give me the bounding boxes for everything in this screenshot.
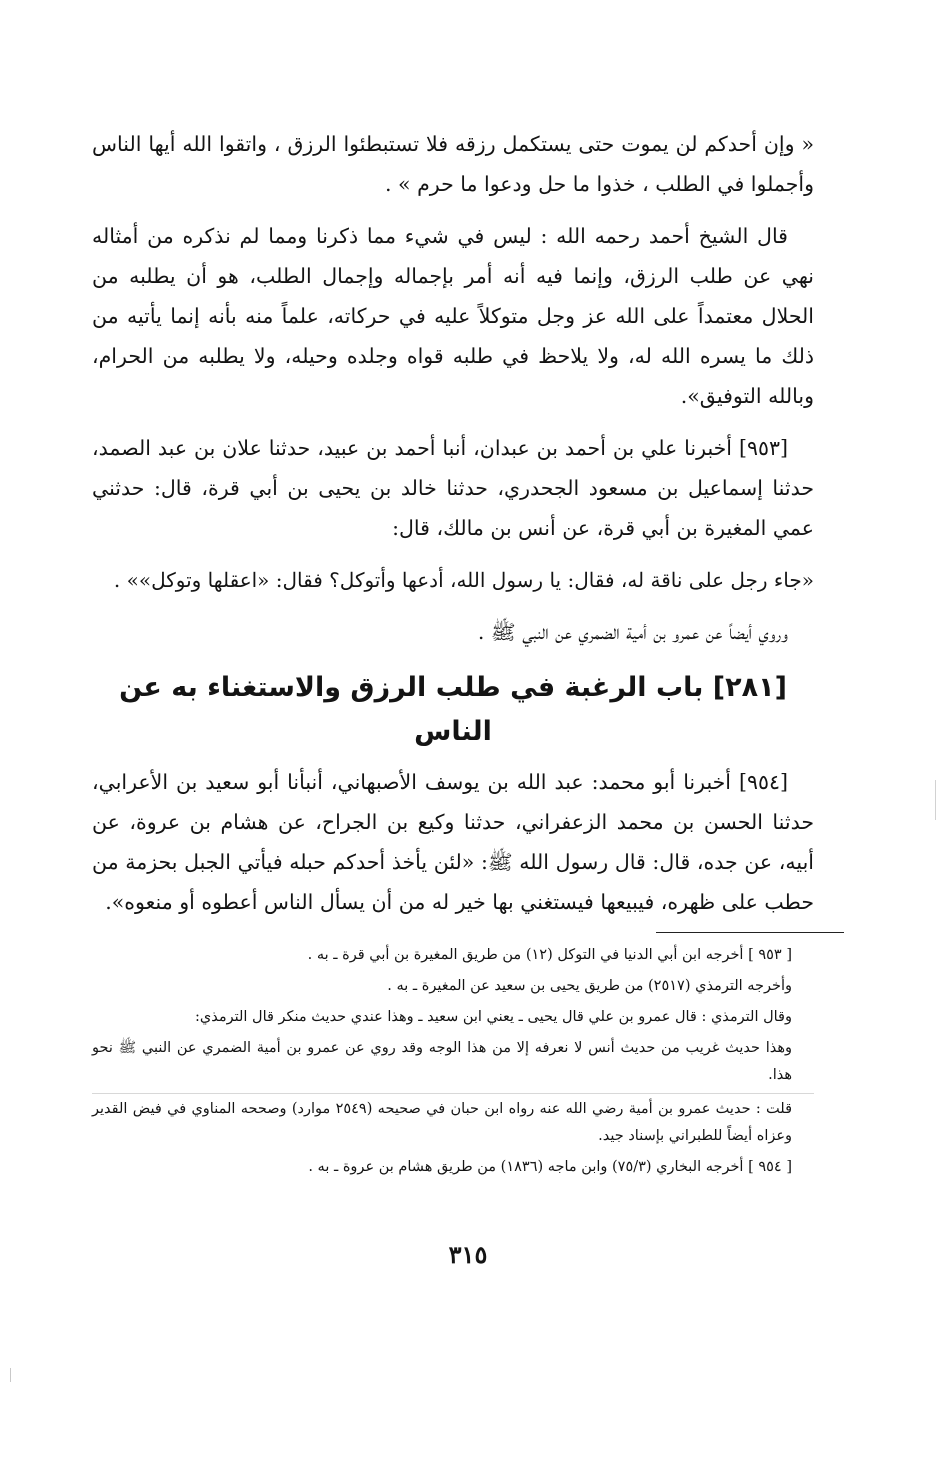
paragraph-hadith-conclusion: « وإن أحدكم لن يموت حتى يستكمل رزقه فلا تستبطئوا الرزق ، واتقوا الله أيها الناس وأجملوا في الطلب ، خذوا ما حل ودعوا ما حرم » . bbox=[92, 132, 814, 196]
paragraph-hadith-953-isnad: [٩٥٣] أخبرنا علي بن أحمد بن عبدان، أنبا أحمد بن عبيد، حدثنا علان بن عبد الصمد، حدثنا إسماعيل بن مسعود الجحدري، حدثنا خالد بن يحيى بن أبي قرة، قال: حدثني عمي المغيرة بن أبي قرة، عن أنس بن مالك، قال: bbox=[92, 436, 814, 540]
footnote-953-tirmidhi-comment: وقال الترمذي : قال عمرو بن علي قال يحيى ـ يعني ابن سعيد ـ وهذا عندي حديث منكر قال الترمذي: bbox=[195, 1009, 792, 1025]
footnote-953-ibn-abi-dunya: [ ٩٥٣ ] أخرجه ابن أبي الدنيا في التوكل (١٢) من طريق المغيرة بن أبي قرة ـ به . bbox=[307, 947, 792, 963]
footnote-953-gharib: وهذا حديث غريب من حديث أنس لا نعرفه إلا من هذا الوجه وقد روي عن عمرو بن أمية الضمري عن النبي ﷺ نحو هذا. bbox=[92, 1040, 792, 1083]
footnotes bbox=[92, 942, 814, 1185]
footnote-953-note: قلت : حديث عمرو بن أمية رضي الله عنه رواه ابن حبان في صحيحه (٢٥٤٩ موارد) وصححه المناوي في فيض القدير وعزاه أيضاً للطبراني بإسناد جيد. bbox=[92, 1093, 814, 1150]
footnote-divider bbox=[656, 932, 844, 933]
paragraph-hadith-953-note: وروي أيضاً عن عمرو بن أمية الضمري عن النبي ﷺ . bbox=[477, 620, 788, 644]
chapter-heading: [٢٨١] باب الرغبة في طلب الرزق والاستغناء به عن الناس bbox=[119, 672, 787, 747]
scan-artifact-left bbox=[10, 1368, 11, 1382]
paragraph-hadith-953-text: «جاء رجل على ناقة له، فقال: يا رسول الله، أدعها وأتوكل؟ فقال: «اعقلها وتوكل»» . bbox=[113, 568, 814, 592]
page-number: ٣١٥ bbox=[448, 1240, 488, 1269]
paragraph-hadith-954: [٩٥٤] أخبرنا أبو محمد: عبد الله بن يوسف الأصبهاني، أنبأنا أبو سعيد بن الأعرابي، حدثنا الحسن بن محمد الزعفراني، حدثنا وكيع بن الجراح، عن هشام بن عروة، عن أبيه، عن جده، قال: قال رسول الله ﷺ: «لئن يأخذ أحدكم حبله فيأتي الجبل بحزمة من حطب على ظهره، فيبيعها فيستغني بها خير له من أن يسأل الناس أعطوه أو منعوه». bbox=[92, 770, 814, 914]
main-text bbox=[92, 124, 814, 934]
footnote-954-bukhari: [ ٩٥٤ ] أخرجه البخاري (٧٥/٣) وابن ماجه (١٨٣٦) من طريق هشام بن عروة ـ به . bbox=[308, 1159, 792, 1175]
paragraph-sheikh-commentary: قال الشيخ أحمد رحمه الله : ليس في شيء مما ذكرنا ومما لم نذكره من أمثاله نهي عن طلب الرزق، وإنما فيه أنه أمر بإجماله وإجمال الطلب، هو أن يطلبه من الحلال معتمداً على الله عز وجل متوكلاً عليه في حركاته، علماً منه بأنه إنما يأتيه من ذلك ما يسره الله له، ولا يلاحظ في طلبه قواه وجلده وحيله، ولا يطلبه من الحرام، وبالله التوفيق». bbox=[92, 224, 814, 408]
footnote-953-tirmidhi: وأخرجه الترمذي (٢٥١٧) من طريق يحيى بن سعيد عن المغيرة ـ به . bbox=[387, 978, 792, 994]
